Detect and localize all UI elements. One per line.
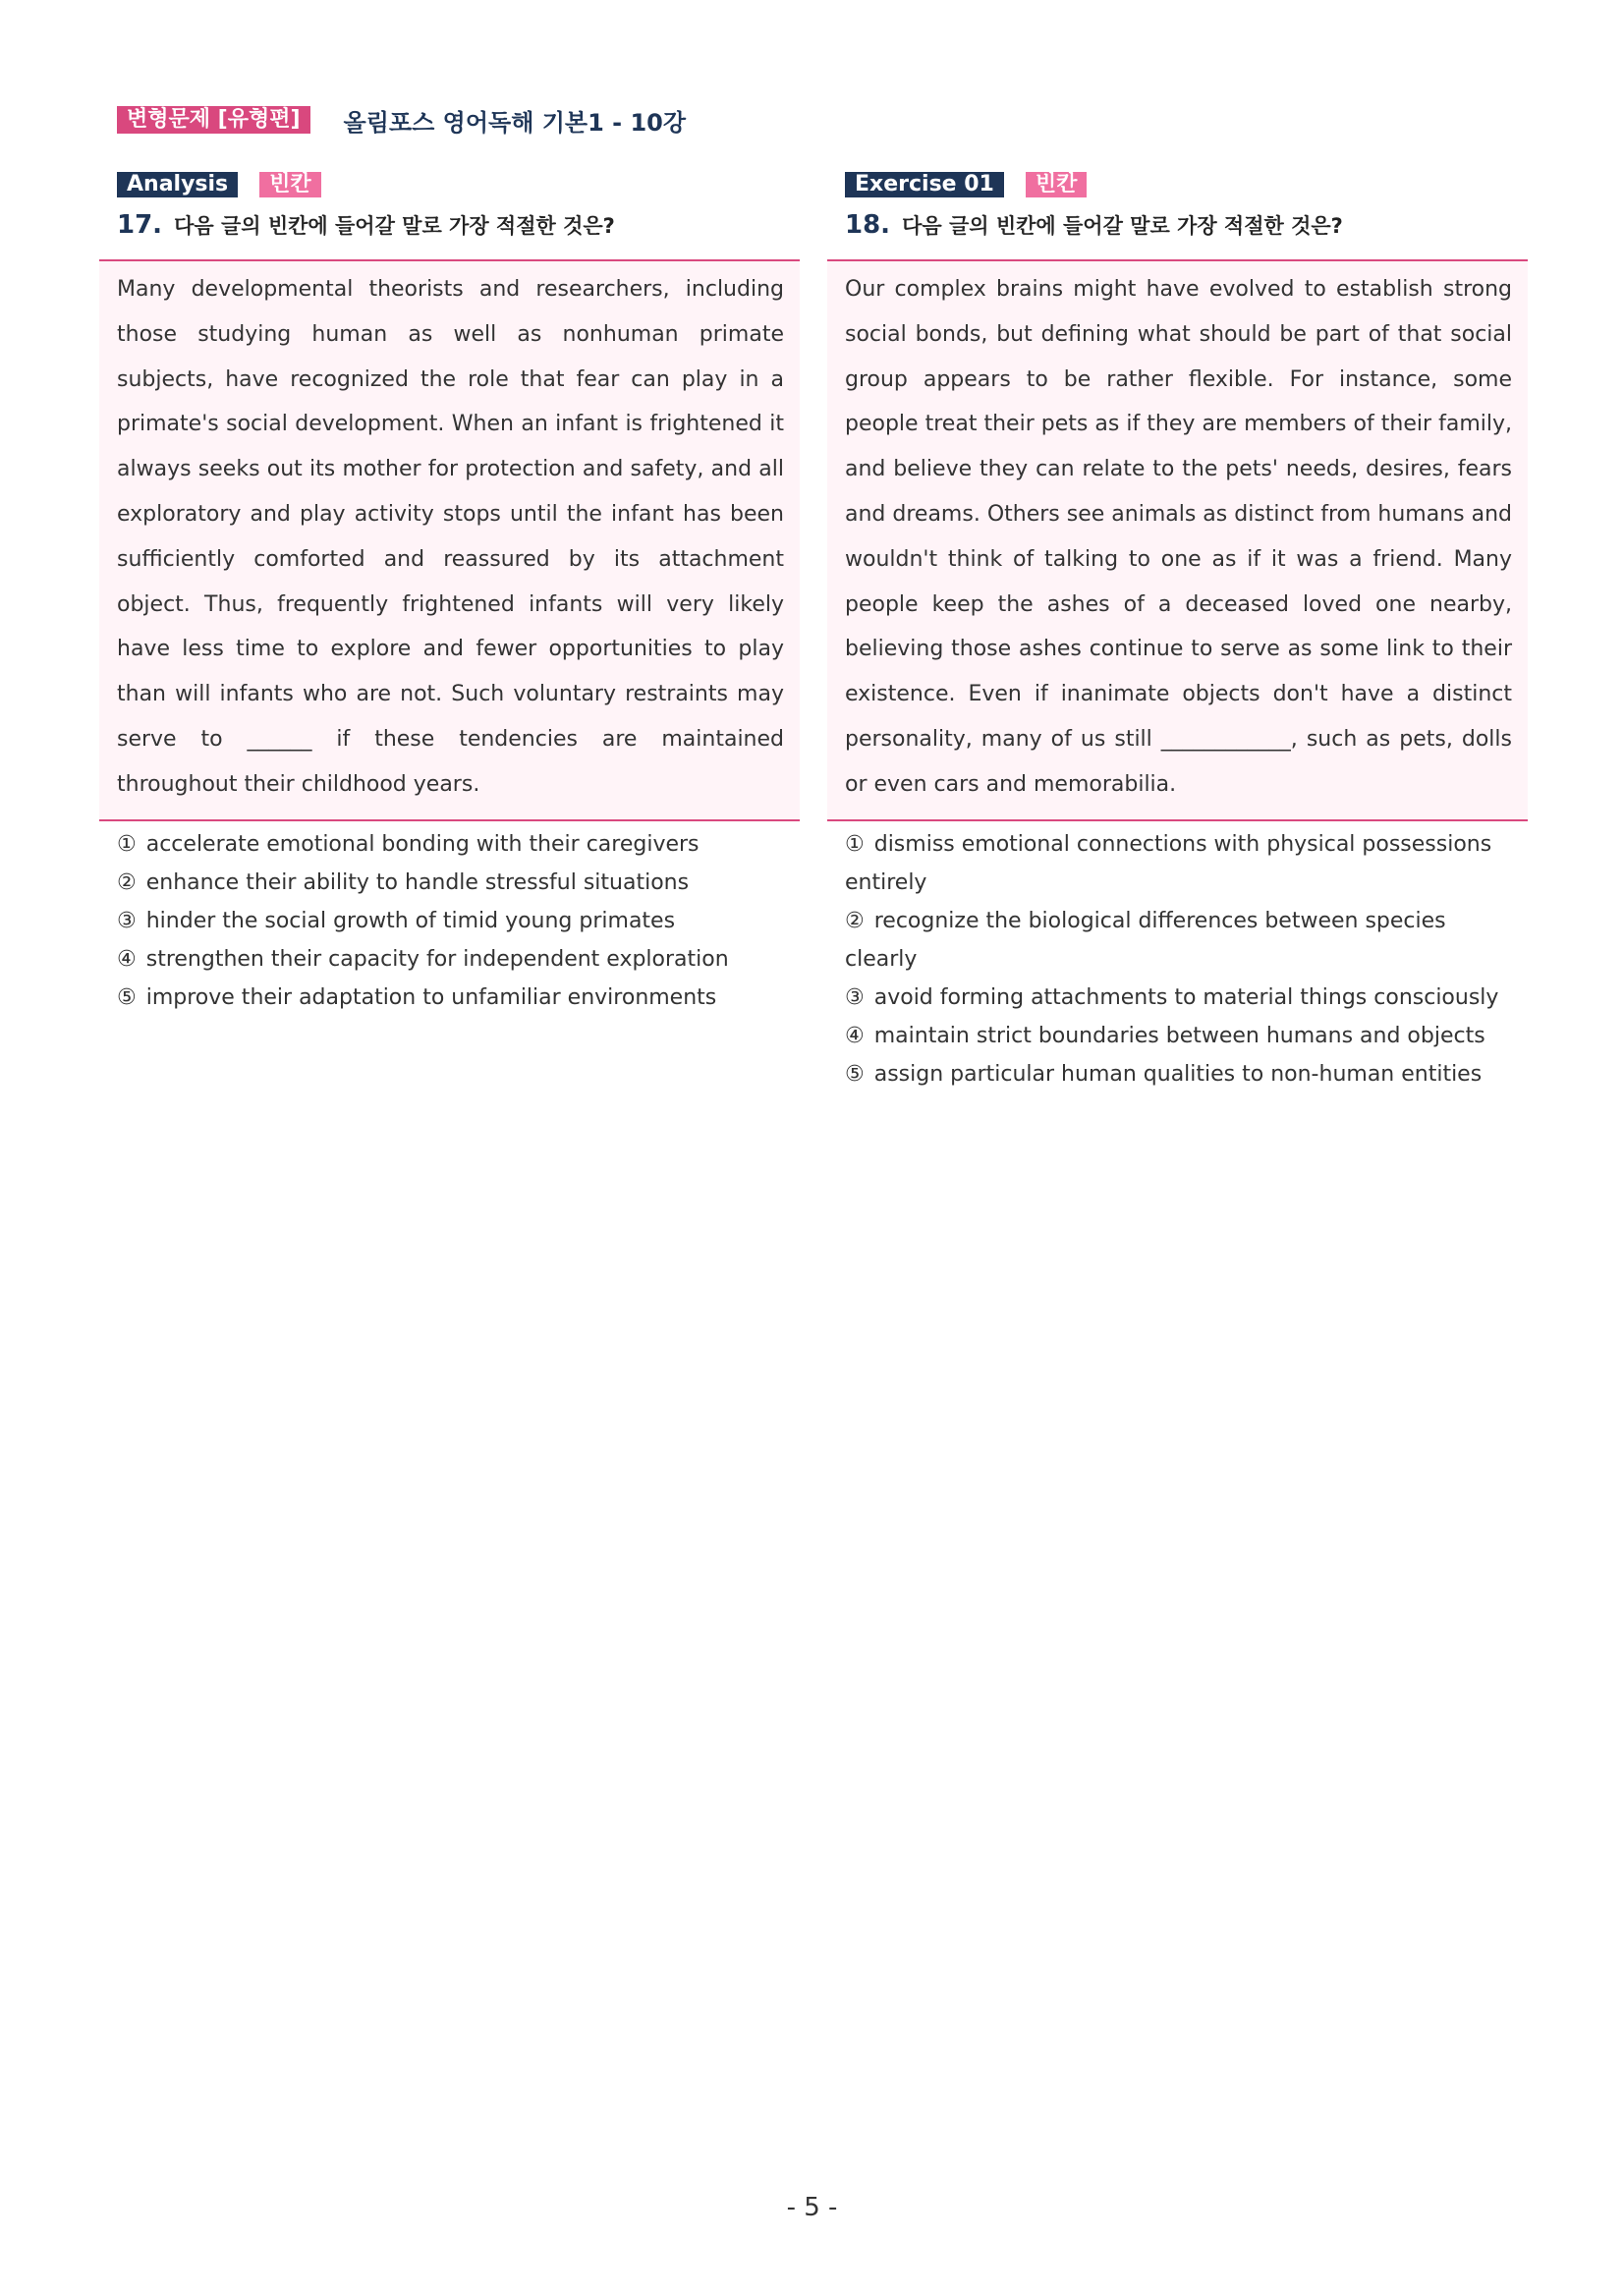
- header-tag: 변형문제 [유형편]: [117, 106, 310, 134]
- answer-options: [99, 821, 800, 1017]
- question-17-column: [99, 171, 800, 1017]
- option-1[interactable]: [845, 825, 1512, 902]
- option-number: ③: [117, 908, 137, 933]
- option-2[interactable]: [845, 902, 1512, 979]
- option-5[interactable]: [845, 1055, 1512, 1093]
- option-1[interactable]: [117, 825, 784, 864]
- option-text: avoid forming attachments to material things consciously: [873, 984, 1499, 1010]
- option-number: ①: [845, 831, 865, 857]
- option-text: improve their adaptation to unfamiliar environments: [145, 984, 717, 1010]
- question-number: 18.: [845, 210, 891, 240]
- tag-blank: 빈칸: [259, 172, 321, 197]
- option-3[interactable]: [845, 979, 1512, 1017]
- option-text: hinder the social growth of timid young primates: [145, 908, 676, 933]
- answer-options: [827, 821, 1528, 1093]
- option-5[interactable]: [117, 979, 784, 1017]
- option-text: enhance their ability to handle stressful situations: [145, 869, 690, 895]
- option-number: ④: [117, 946, 137, 972]
- question-line: [117, 210, 800, 246]
- option-text: strengthen their capacity for independent exploration: [145, 946, 729, 972]
- option-text: dismiss emotional connections with physical possessions entirely: [845, 831, 1492, 895]
- option-2[interactable]: [117, 864, 784, 902]
- option-text: recognize the biological differences between species clearly: [845, 908, 1446, 972]
- option-number: ①: [117, 831, 137, 857]
- option-3[interactable]: [117, 902, 784, 940]
- page-header: [117, 104, 686, 136]
- option-number: ⑤: [845, 1061, 865, 1087]
- tag-analysis: Analysis: [117, 172, 238, 197]
- tag-exercise: Exercise 01: [845, 172, 1004, 197]
- option-number: ④: [845, 1023, 865, 1048]
- option-4[interactable]: [845, 1017, 1512, 1055]
- option-text: assign particular human qualities to non-human entities: [873, 1061, 1483, 1087]
- question-tags: [117, 171, 800, 198]
- question-text: 다음 글의 빈칸에 들어갈 말로 가장 적절한 것은?: [902, 214, 1343, 238]
- option-number: ②: [117, 869, 137, 895]
- page-number: - 5 -: [786, 2193, 838, 2222]
- tag-blank: 빈칸: [1026, 172, 1088, 197]
- question-number: 17.: [117, 210, 163, 240]
- question-text: 다음 글의 빈칸에 들어갈 말로 가장 적절한 것은?: [174, 214, 615, 238]
- option-number: ③: [845, 984, 865, 1010]
- question-18-column: [827, 171, 1528, 1093]
- header-title: 올림포스 영어독해 기본1 - 10강: [343, 108, 687, 137]
- passage-box: Many developmental theorists and researchers, including those studying human as well as nonhuman primate subjects, have recognized the role that fear can play in a primate's social development. When an infant is frightened it always seeks out its mother for protection and safety, and all exploratory and play activity stops until the infant has been sufficiently comforted and reassured by its attachment object. Thus, frequently frightened infants will very likely have less time to explore and fewer opportunities to play than will infants who are not. Such voluntary restraints may serve to ______ if these tendencies are maintained throughout their childhood years.: [99, 259, 800, 821]
- question-line: [845, 210, 1528, 246]
- option-4[interactable]: [117, 940, 784, 979]
- option-text: maintain strict boundaries between humans and objects: [873, 1023, 1485, 1048]
- question-tags: [845, 171, 1528, 198]
- option-number: ②: [845, 908, 865, 933]
- option-text: accelerate emotional bonding with their caregivers: [145, 831, 700, 857]
- option-number: ⑤: [117, 984, 137, 1010]
- passage-box: Our complex brains might have evolved to establish strong social bonds, but defining what should be part of that social group appears to be rather flexible. For instance, some people treat their pets as if they are members of their family, and believe they can relate to the pets' needs, desires, fears and dreams. Others see animals as distinct from humans and wouldn't think of talking to one as if it was a friend. Many people keep the ashes of a deceased loved one nearby, believing those ashes continue to serve as some link to their existence. Even if inanimate objects don't have a distinct personality, many of us still ____________, such as pets, dolls or even cars and memorabilia.: [827, 259, 1528, 821]
